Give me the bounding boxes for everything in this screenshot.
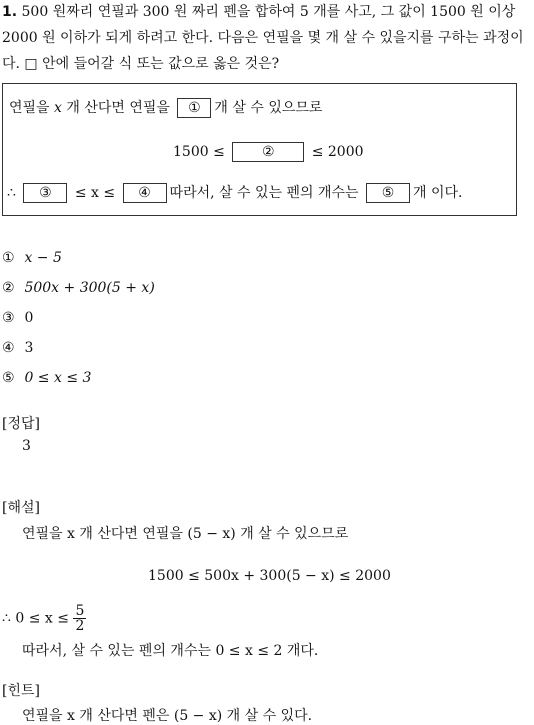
choice-number: ④ (2, 340, 15, 356)
panel-text: 개 살 수 있으므로 (214, 100, 323, 116)
choice-5[interactable] (2, 370, 91, 386)
explanation-label: [해설] (2, 500, 40, 516)
question (2, 0, 532, 77)
answer-label: [정답] (2, 416, 40, 432)
panel-line-1 (9, 97, 322, 118)
fraction-denominator: 2 (75, 618, 85, 634)
problem-panel (2, 83, 517, 216)
explanation-therefore: ∴ 0 ≤ x ≤ (2, 610, 69, 627)
blank-box-3: ③ (23, 183, 67, 203)
explanation-line-4: 따라서, 살 수 있는 펜의 개수는 0 ≤ x ≤ 2 개다. (22, 643, 319, 659)
choice-1[interactable] (2, 250, 62, 266)
therefore-symbol: ∴ (7, 185, 16, 201)
panel-line-3 (7, 182, 462, 203)
variable-x: x (54, 100, 62, 116)
answer-value: 3 (22, 438, 31, 454)
explanation-line-1: 연필을 x 개 산다면 연필을 (5 − x) 개 살 수 있으므로 (22, 526, 349, 542)
hint-label: [힌트] (2, 683, 40, 699)
explanation-inequality: 1500 ≤ 500x + 300(5 − x) ≤ 2000 (148, 568, 391, 584)
explanation-line-3 (2, 604, 86, 633)
choice-3[interactable] (2, 310, 33, 326)
fraction-five-halves (73, 604, 86, 633)
choice-number: ③ (2, 310, 15, 326)
question-text: 500 원짜리 연필과 300 원 짜리 펜을 합하여 5 개를 사고, 그 값이 1500 원 이상 2000 원 이하가 되게 하려고 한다. 다음은 연필을 몇 개 살 수 있을지를 구하는 과정이다. □ 안에 들어갈 식 또는 값으로 옳은 것은? (2, 4, 524, 72)
panel-line-2 (173, 142, 364, 162)
panel-text: 따라서, 살 수 있는 펜의 개수는 (169, 185, 359, 201)
choice-text: 0 ≤ x ≤ 3 (24, 370, 92, 386)
fraction-numerator: 5 (75, 603, 85, 619)
choice-text: 0 (24, 310, 34, 326)
blank-box-1: ① (177, 98, 211, 118)
panel-text: ≤ 2000 (311, 144, 364, 160)
blank-box-2: ② (232, 142, 304, 162)
question-number: 1. (2, 4, 18, 20)
blank-box-5: ⑤ (366, 183, 410, 203)
choice-2[interactable] (2, 280, 155, 296)
choice-text: 500x + 300(5 + x) (24, 280, 155, 296)
panel-text: 1500 ≤ (173, 144, 225, 160)
panel-text: 개 이다. (413, 185, 463, 201)
hint-line-1: 연필을 x 개 산다면 펜은 (5 − x) 개 살 수 있다. (22, 708, 313, 724)
choice-text: 3 (24, 340, 34, 356)
panel-text: 개 산다면 연필을 (66, 100, 170, 116)
panel-text: ≤ x ≤ (74, 185, 116, 201)
choice-number: ⑤ (2, 370, 15, 386)
choice-number: ② (2, 280, 15, 296)
panel-text: 연필을 (9, 100, 50, 116)
choice-text: x − 5 (24, 250, 62, 266)
blank-box-4: ④ (123, 183, 167, 203)
choice-4[interactable] (2, 340, 33, 356)
choice-number: ① (2, 250, 15, 266)
